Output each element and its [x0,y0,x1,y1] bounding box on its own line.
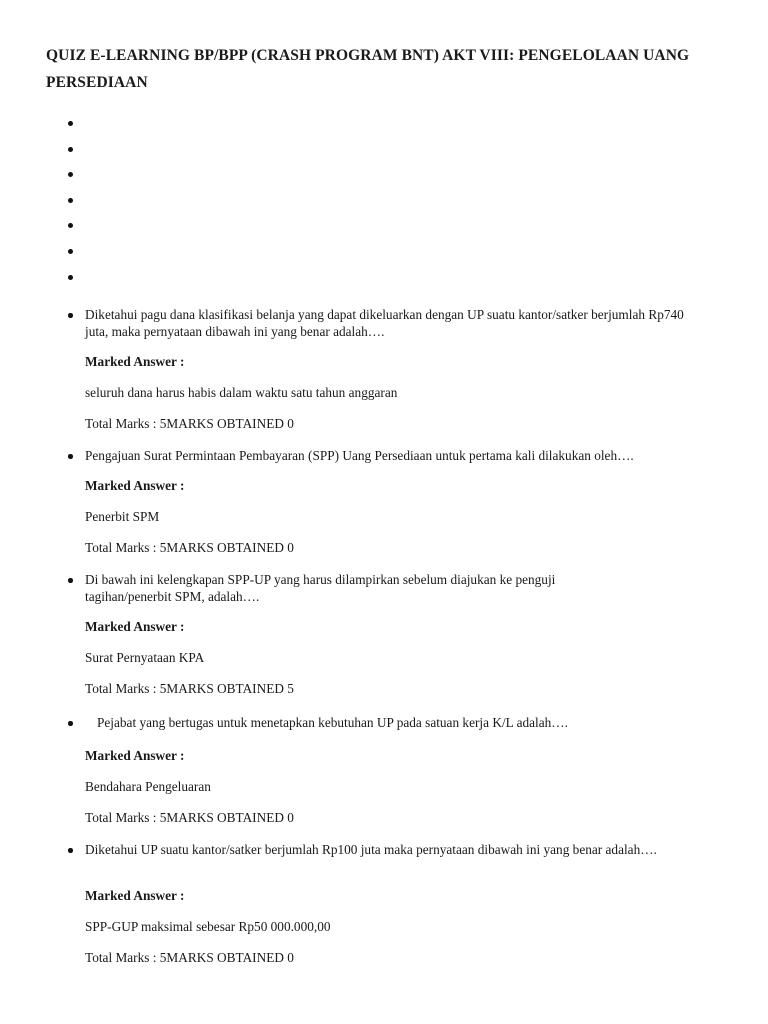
marked-answer-value: Penerbit SPM [85,509,160,524]
question-text: Diketahui pagu dana klasifikasi belanja yang dapat dikeluarkan dengan UP suatu kantor/satker berjumlah Rp740 juta, maka pernyataan dibawah ini yang benar adalah…. [85,307,684,339]
bullet-icon [68,198,73,203]
bullet-icon [68,275,73,280]
total-marks: Total Marks : 5MARKS OBTAINED 0 [85,540,294,555]
bullet-icon [68,147,73,152]
bullet-icon [68,249,73,254]
bullet-icon [68,121,73,126]
marked-answer-value: Bendahara Pengeluaran [85,779,211,794]
marked-answer-value: SPP-GUP maksimal sebesar Rp50 000.000,00 [85,919,331,934]
total-marks: Total Marks : 5MARKS OBTAINED 5 [85,681,294,696]
bullet-icon [68,578,73,583]
bullet-icon [68,172,73,177]
bullet-icon [68,721,73,726]
bullet-icon [68,223,73,228]
bullet-icon [68,313,73,318]
marked-answer-value: seluruh dana harus habis dalam waktu satu tahun anggaran [85,385,398,400]
total-marks: Total Marks : 5MARKS OBTAINED 0 [85,950,294,965]
question-text: Di bawah ini kelengkapan SPP-UP yang harus dilampirkan sebelum diajukan ke penguji tagihan/penerbit SPM, adalah…. [85,572,556,604]
total-marks: Total Marks : 5MARKS OBTAINED 0 [85,810,294,825]
marked-answer-label: Marked Answer : [85,888,185,903]
bullet-icon [68,454,73,459]
total-marks: Total Marks : 5MARKS OBTAINED 0 [85,416,294,431]
marked-answer-label: Marked Answer : [85,354,185,369]
marked-answer-value: Surat Pernyataan KPA [85,650,205,665]
page-title: QUIZ E-LEARNING BP/BPP (CRASH PROGRAM BNT) AKT VIII: PENGELOLAAN UANG PERSEDIAAN [46,47,690,91]
marked-answer-label: Marked Answer : [85,478,185,493]
marked-answer-label: Marked Answer : [85,619,185,634]
bullet-icon [68,848,73,853]
marked-answer-label: Marked Answer : [85,748,185,763]
question-text: Pengajuan Surat Permintaan Pembayaran (SPP) Uang Persediaan untuk pertama kali dilakukan oleh…. [85,448,634,463]
question-text: Pejabat yang bertugas untuk menetapkan kebutuhan UP pada satuan kerja K/L adalah…. [97,715,568,730]
question-text: Diketahui UP suatu kantor/satker berjumlah Rp100 juta maka pernyataan dibawah ini yang benar adalah…. [85,842,657,857]
